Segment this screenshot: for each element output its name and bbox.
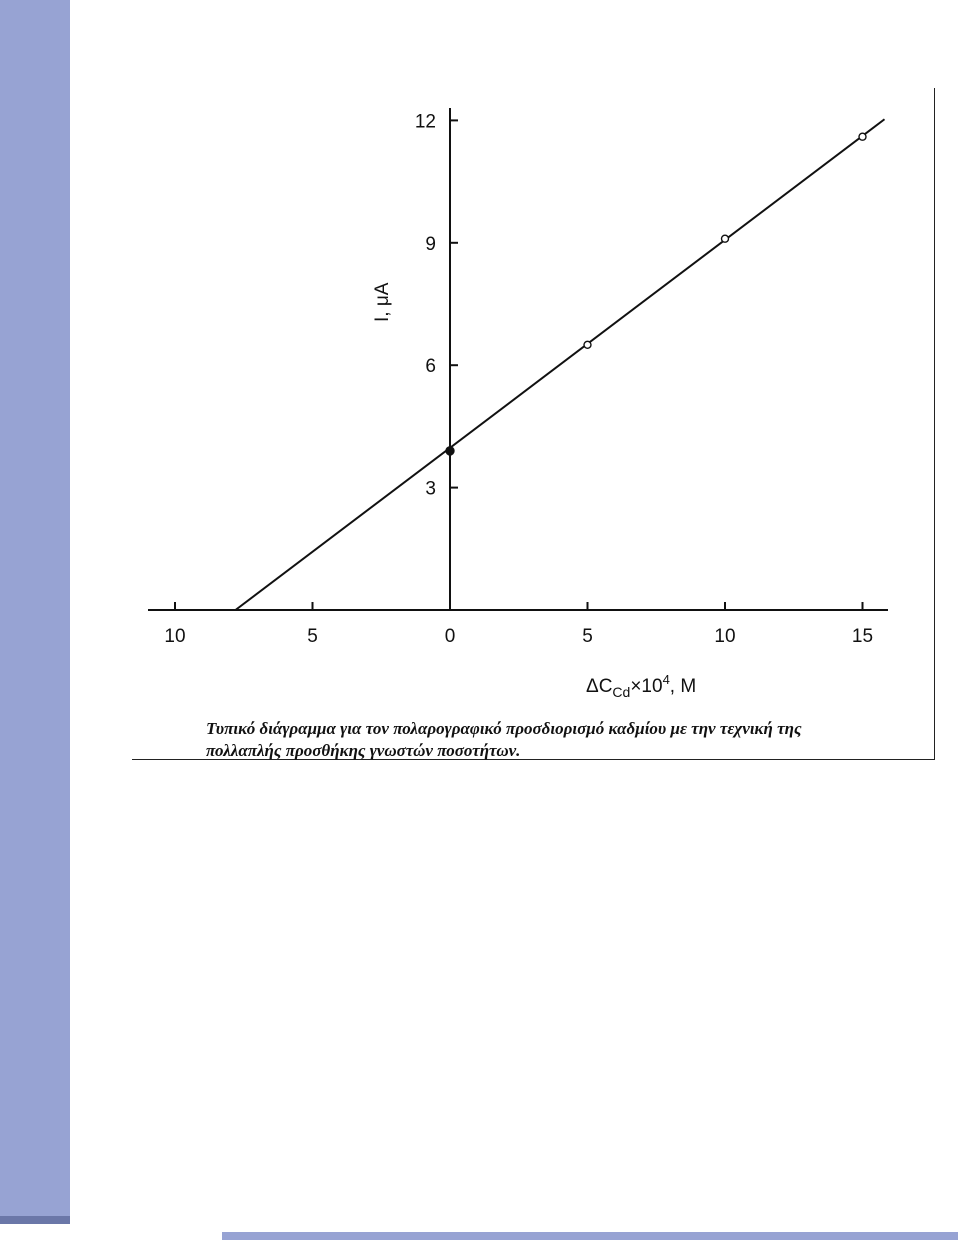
x-tick-label: 10 [164,626,186,647]
x-axis-label-unit: , M [669,676,697,697]
chart-fit-line [236,119,885,610]
x-tick-label: 5 [582,626,593,647]
data-point [722,235,729,242]
chart-ticks [164,111,873,647]
figure-border-right [934,88,935,760]
y-tick-label: 3 [425,478,436,500]
caption-line-1: Τυπικό διάγραμμα για τον πολαρογραφικό προσδιορισμό καδμίου με την τεχνική της [206,719,802,738]
chart-axes [148,108,888,610]
x-tick-label: 15 [851,626,874,647]
data-point [584,341,591,348]
data-point [859,133,866,140]
y-tick-label: 12 [414,111,436,133]
bottom-decorative-bar [222,1232,958,1240]
data-point-filled [446,447,454,455]
x-tick-label: 10 [714,626,736,647]
x-axis-label-suffix: ×10 [630,676,663,697]
standard-addition-line [236,119,885,610]
x-tick-label: 0 [444,626,456,647]
x-axis-label-main: ΔC [586,676,613,697]
figure-caption [206,718,936,760]
left-bar-shadow [0,1216,70,1224]
y-tick-label: 9 [425,233,436,255]
y-tick-label: 6 [425,356,436,378]
chart-labels [372,282,696,700]
caption-line-2: πολλαπλής προσθήκης γνωστών ποσοτήτων. [206,741,521,760]
y-axis-label: I, μA [372,282,393,322]
x-axis-label-sup: 4 [662,672,670,687]
x-tick-label: 5 [307,626,318,647]
x-axis-label-sub: Cd [612,684,631,700]
x-axis-label [586,672,696,700]
